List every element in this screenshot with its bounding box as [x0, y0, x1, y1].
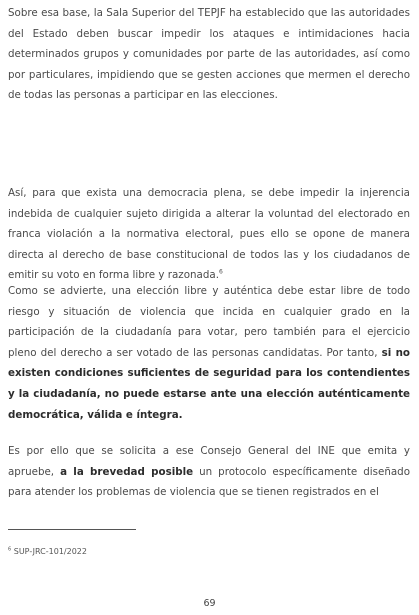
paragraph-4-text-start: Es por ello que se solicita a ese Consejo General del INE que emita y apruebe, [8, 445, 410, 478]
footnote-text: SUP-JRC-101/2022 [13, 547, 87, 556]
footnote [8, 546, 87, 558]
paragraph-3-bold-text: si no existen condiciones suficientes de seguridad para los contendientes y la ciudadanía, no puede estarse ante una elección auténticamente democrática, válida e íntegra. [8, 346, 411, 421]
paragraph-2-text: Así, para que exista una democracia plena, se debe impedir la injerencia indebida de cualquier sujeto dirigida a alterar la voluntad del electorado en franca violación a la normativa electoral, pues ello se opone de manera directa al derecho de base constitucional de todos las y los ciudadanos de emitir su voto en forma libre y razonada. [8, 187, 410, 282]
footnote-reference[interactable]: 6 [218, 268, 223, 276]
paragraph-2 [8, 183, 410, 286]
paragraph-4-bold-text: a la brevedad posible [60, 465, 194, 478]
footnote-number: 6 [8, 546, 12, 553]
paragraph-3-text: Como se advierte, una elección libre y auténtica debe estar libre de todo riesgo y situación de violencia que incida en cualquier grado en la participación de la ciudadanía para votar, pero también para el ejercicio pleno del derecho a ser votado de las personas candidatas. Por tanto, [8, 285, 410, 359]
paragraph-4-text-end: un protocolo específicamente diseñado para atender los problemas de violencia que se tienen registrados en el [8, 465, 410, 499]
footnote-separator [8, 529, 136, 530]
paragraph-3 [8, 281, 410, 425]
paragraph-4 [8, 441, 410, 503]
paragraph-1-text: Sobre esa base, la Sala Superior del TEPJF ha establecido que las autoridades del Estado deben buscar impedir los ataques e intimidaciones hacia determinados grupos y comunidades por parte de las autoridades, así como por particulares, impidiendo que se gesten acciones que mermen el derecho de todas las personas a participar en las elecciones. [8, 7, 410, 102]
paragraph-1 [8, 3, 410, 106]
page-number: 69 [203, 598, 216, 609]
